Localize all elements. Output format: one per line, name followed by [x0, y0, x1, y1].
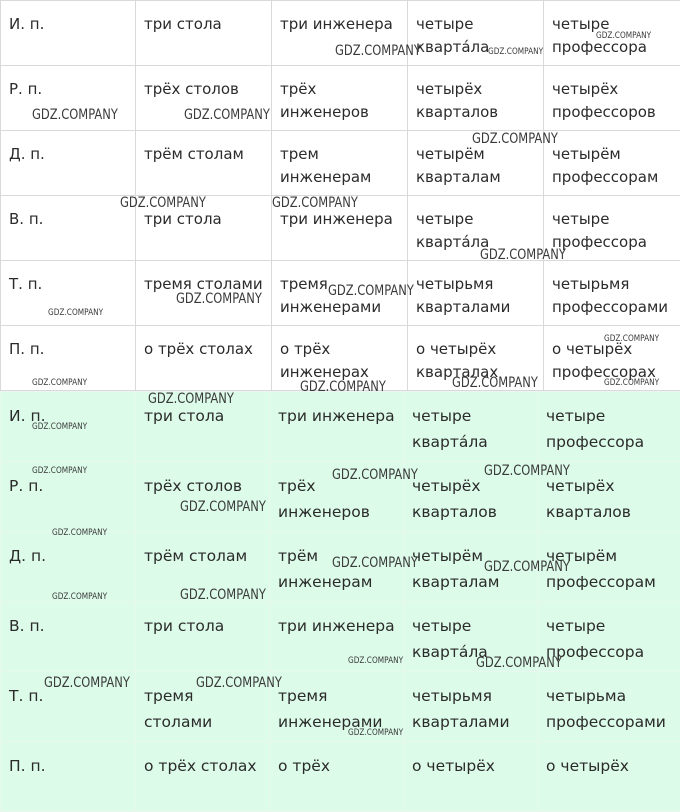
watermark-text: GDZ.COMPANY [604, 378, 659, 388]
watermark-text: GDZ.COMPANY [180, 587, 266, 603]
word-form-cell: трём столам [136, 131, 272, 196]
watermark-text: GDZ.COMPANY [196, 675, 282, 691]
top-table-row [1, 66, 680, 131]
case-label: В. п. [1, 602, 136, 672]
watermark-text: GDZ.COMPANY [484, 559, 570, 575]
watermark-text: GDZ.COMPANY [32, 466, 87, 476]
word-form-cell: тремя инженерами [270, 672, 404, 742]
case-label: Д. п. [1, 532, 136, 602]
bottom-table-row [1, 602, 680, 672]
word-form-cell: четыре кварта́ла [408, 196, 544, 261]
word-form-cell: четыре кварта́ла [404, 602, 538, 672]
word-form-cell: четырьмя кварталами [404, 672, 538, 742]
word-form-cell: четыре кварта́ла [408, 1, 544, 66]
word-form-cell: о трёх инженерах [272, 326, 408, 391]
word-form-cell: тремя столами [136, 261, 272, 326]
word-form-cell: четырём профессорам [538, 532, 680, 602]
case-label: Р. п. [1, 66, 136, 131]
word-form-cell: три инженера [270, 602, 404, 672]
bottom-table-row [1, 532, 680, 602]
word-form-cell: четыре кварта́ла [404, 392, 538, 462]
word-form-cell: о четырёх профессорах [544, 326, 680, 391]
word-form-cell: четырёх профессоров [544, 66, 680, 131]
word-form-cell: о четырёх [538, 742, 680, 812]
word-form-cell: четырём кварталам [404, 532, 538, 602]
word-form-cell: четыре профессора [538, 602, 680, 672]
watermark-text: GDZ.COMPANY [272, 195, 358, 211]
watermark-text: GDZ.COMPANY [328, 283, 414, 299]
declension-table-bottom [0, 391, 680, 812]
word-form-cell: три стола [136, 1, 272, 66]
word-form-cell: четыре профессора [544, 196, 680, 261]
watermark-text: GDZ.COMPANY [300, 379, 386, 395]
watermark-text: GDZ.COMPANY [32, 422, 87, 432]
word-form-cell: три инженера [270, 392, 404, 462]
case-label: И. п. [1, 392, 136, 462]
word-form-cell: три стола [136, 602, 270, 672]
top-table-row [1, 196, 680, 261]
word-form-cell: три инженера [272, 196, 408, 261]
watermark-text: GDZ.COMPANY [332, 467, 418, 483]
watermark-text: GDZ.COMPANY [484, 463, 570, 479]
case-label: В. п. [1, 196, 136, 261]
top-table-row [1, 261, 680, 326]
word-form-cell: трём столам [136, 532, 270, 602]
watermark-text: GDZ.COMPANY [52, 592, 107, 602]
watermark-text: GDZ.COMPANY [488, 47, 543, 57]
word-form-cell: три инженера [272, 1, 408, 66]
word-form-cell: тремя инженерами [272, 261, 408, 326]
watermark-text: GDZ.COMPANY [452, 375, 538, 391]
word-form-cell: четырёх кварталов [404, 462, 538, 532]
watermark-text: GDZ.COMPANY [184, 107, 270, 123]
bottom-table-row [1, 742, 680, 812]
word-form-cell: о трёх столах [136, 742, 270, 812]
case-label: П. п. [1, 326, 136, 391]
word-form-cell: четырёх кварталов [408, 66, 544, 131]
bottom-table-row [1, 392, 680, 462]
word-form-cell: трем инженерам [272, 131, 408, 196]
word-form-cell: три стола [136, 392, 270, 462]
word-form-cell: четырьмя кварталами [408, 261, 544, 326]
case-label: Т. п. [1, 672, 136, 742]
word-form-cell: четырьма профессорами [538, 672, 680, 742]
watermark-text: GDZ.COMPANY [32, 378, 87, 388]
watermark-text: GDZ.COMPANY [348, 656, 403, 666]
word-form-cell: трём инженерам [270, 532, 404, 602]
word-form-cell: трёх столов [136, 66, 272, 131]
word-form-cell: о четырёх кварталах [408, 326, 544, 391]
watermark-text: GDZ.COMPANY [44, 675, 130, 691]
watermark-text: GDZ.COMPANY [48, 308, 103, 318]
case-label: Р. п. [1, 462, 136, 532]
word-form-cell: три стола [136, 196, 272, 261]
word-form-cell: трёх инженеров [272, 66, 408, 131]
word-form-cell: тремя столами [136, 672, 270, 742]
watermark-text: GDZ.COMPANY [332, 555, 418, 571]
bottom-table-row [1, 672, 680, 742]
bottom-table-body [1, 392, 680, 812]
word-form-cell: трёх столов [136, 462, 270, 532]
case-label: П. п. [1, 742, 136, 812]
watermark-text: GDZ.COMPANY [32, 107, 118, 123]
case-label: Т. п. [1, 261, 136, 326]
top-table-row [1, 131, 680, 196]
word-form-cell: о трёх столах [136, 326, 272, 391]
top-table-body [1, 1, 680, 391]
word-form-cell: трёх инженеров [270, 462, 404, 532]
word-form-cell: о трёх [270, 742, 404, 812]
watermark-text: GDZ.COMPANY [476, 655, 562, 671]
word-form-cell: о четырёх [404, 742, 538, 812]
watermark-text: GDZ.COMPANY [180, 499, 266, 515]
watermark-text: GDZ.COMPANY [176, 291, 262, 307]
word-form-cell: четырём профессорам [544, 131, 680, 196]
watermark-text: GDZ.COMPANY [480, 247, 566, 263]
bottom-table-row [1, 462, 680, 532]
watermark-text: GDZ.COMPANY [335, 43, 421, 59]
case-label: И. п. [1, 1, 136, 66]
declension-table-top [0, 0, 680, 391]
watermark-text: GDZ.COMPANY [52, 528, 107, 538]
word-form-cell: четырьмя профессорами [544, 261, 680, 326]
word-form-cell: четырём кварталам [408, 131, 544, 196]
top-table-row [1, 1, 680, 66]
word-form-cell: четыре профессора [538, 392, 680, 462]
watermark-text: GDZ.COMPANY [120, 195, 206, 211]
case-label: Д. п. [1, 131, 136, 196]
top-table-row [1, 326, 680, 391]
watermark-text: GDZ.COMPANY [604, 334, 659, 344]
watermark-text: GDZ.COMPANY [348, 728, 403, 738]
watermark-text: GDZ.COMPANY [596, 31, 651, 41]
word-form-cell: четыре профессора [544, 1, 680, 66]
watermark-text: GDZ.COMPANY [148, 391, 234, 407]
word-form-cell: четырёх кварталов [538, 462, 680, 532]
watermark-text: GDZ.COMPANY [472, 131, 558, 147]
